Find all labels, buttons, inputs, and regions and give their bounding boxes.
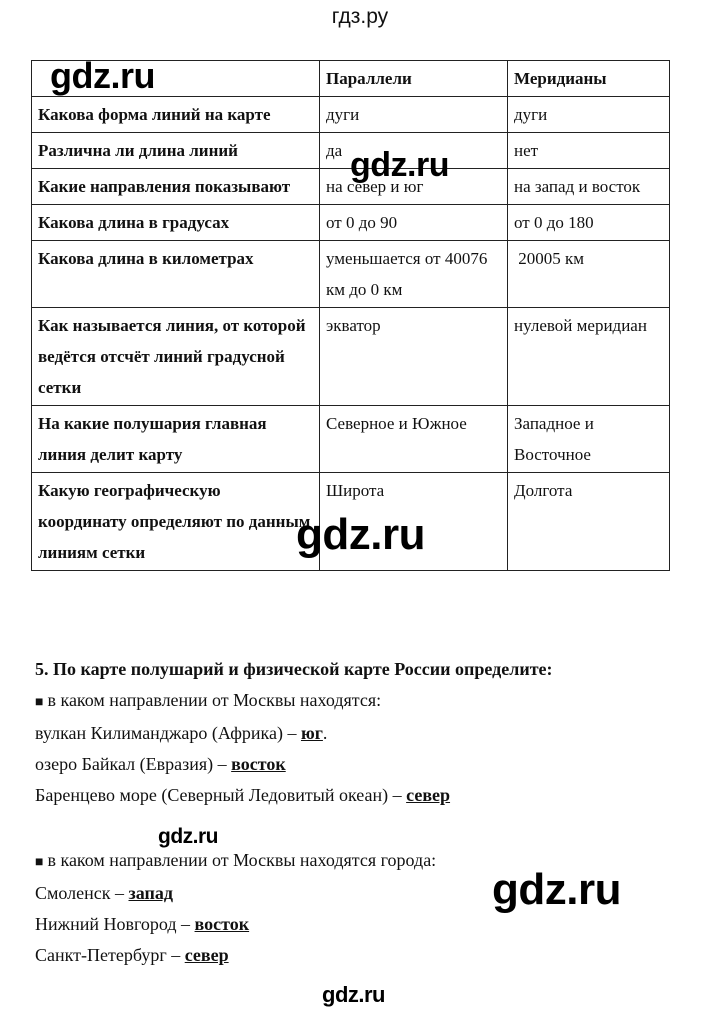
table-row: [32, 406, 670, 473]
group1-heading: в каком направлении от Москвы находятся:: [47, 690, 382, 710]
row-meridians: дуги: [508, 97, 670, 133]
watermark: gdz.ru: [158, 825, 218, 848]
row-parallels: уменьшается от 40076 км до 0 км: [320, 241, 508, 308]
watermark: gdz.ru: [322, 982, 385, 1007]
item-answer: запад: [128, 883, 173, 903]
row-meridians: нет: [508, 133, 670, 169]
watermark: gdz.ru: [50, 55, 155, 96]
row-parallels: да: [320, 133, 508, 169]
row-parallels: от 0 до 90: [320, 205, 508, 241]
row-parallels: на север и юг: [320, 169, 508, 205]
item-answer: восток: [231, 754, 286, 774]
site-header: гдз.ру: [331, 5, 389, 28]
item-text: Смоленск –: [35, 883, 129, 903]
watermark: gdz.ru: [296, 510, 425, 559]
item-answer: север: [184, 945, 229, 965]
item-answer: север: [406, 785, 451, 805]
row-parallels: Широта: [320, 473, 508, 571]
list-item: [35, 749, 695, 780]
row-question: Различна ли длина линий: [32, 133, 320, 169]
row-question: Какова длина в градусах: [32, 205, 320, 241]
list-item: [35, 718, 695, 749]
bullet-square-icon: ■: [35, 695, 44, 710]
item-text: Санкт-Петербург –: [35, 945, 185, 965]
task-5-section: [35, 654, 695, 971]
watermark: gdz.ru: [492, 865, 621, 914]
row-question: На какие полушария главная линия делит карту: [32, 406, 320, 473]
row-meridians: на запад и восток: [508, 169, 670, 205]
row-question: Какова форма линий на карте: [32, 97, 320, 133]
row-meridians: 20005 км: [508, 241, 670, 308]
task-5-title: 5. По карте полушарий и физической карте России определите:: [35, 659, 553, 679]
row-parallels: Северное и Южное: [320, 406, 508, 473]
row-meridians: Долгота: [508, 473, 670, 571]
header-meridians: Меридианы: [508, 61, 670, 97]
item-answer: юг: [300, 723, 323, 743]
group2-heading: в каком направлении от Москвы находятся города:: [47, 850, 437, 870]
row-meridians: нулевой меридиан: [508, 308, 670, 406]
table-row: [32, 205, 670, 241]
watermark: gdz.ru: [350, 146, 449, 184]
row-parallels: экватор: [320, 308, 508, 406]
group1-heading-line: [35, 685, 695, 718]
table-row: [32, 308, 670, 406]
table-row: [32, 241, 670, 308]
header-parallels: Параллели: [320, 61, 508, 97]
bullet-square-icon: ■: [35, 855, 44, 870]
item-text: Нижний Новгород –: [35, 914, 195, 934]
row-question: Как называется линия, от которой ведётся отсчёт линий градусной сетки: [32, 308, 320, 406]
row-question: Какие направления показывают: [32, 169, 320, 205]
list-item: [35, 940, 695, 971]
item-text: Баренцево море (Северный Ледовитый океан) –: [35, 785, 407, 805]
item-text: вулкан Килиманджаро (Африка) –: [35, 723, 301, 743]
row-question: Какова длина в километрах: [32, 241, 320, 308]
item-text: озеро Байкал (Евразия) –: [35, 754, 232, 774]
table-row: [32, 97, 670, 133]
item-suffix: .: [322, 723, 328, 743]
list-item: [35, 780, 695, 811]
parallels-meridians-table: [31, 60, 670, 571]
row-question: Какую географическую координату определяют по данным линиям сетки: [32, 473, 320, 571]
row-meridians: Западное и Восточное: [508, 406, 670, 473]
row-parallels: дуги: [320, 97, 508, 133]
item-answer: восток: [194, 914, 250, 934]
row-meridians: от 0 до 180: [508, 205, 670, 241]
